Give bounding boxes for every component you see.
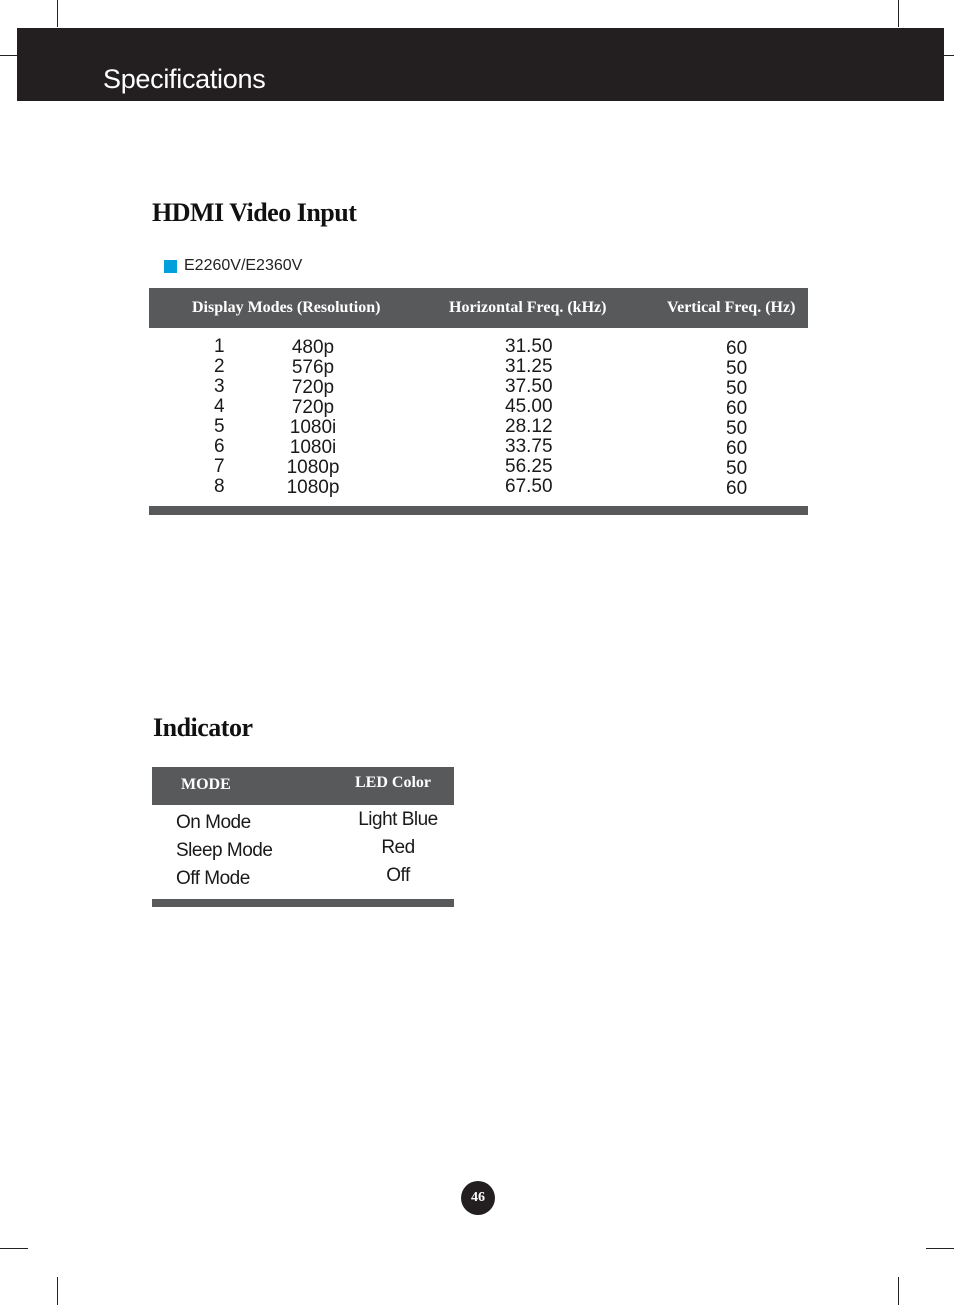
table-cell: 576p [291,357,335,378]
table-cell: 50 [726,378,748,399]
mode-number-column [214,337,234,497]
table-cell: Red [381,837,415,858]
table-cell: 31.25 [505,356,553,377]
table-cell: On Mode [176,812,251,833]
table-cell: 50 [726,418,748,439]
crop-mark [926,1248,954,1249]
indicator-led-column [348,806,448,890]
page-number-badge [461,1181,495,1215]
indicator-table-footer-rule [152,899,454,907]
crop-mark [57,0,58,27]
page-number: 46 [471,1190,485,1205]
model-label: E2260V/E2360V [184,257,303,274]
table-cell: 37.50 [505,376,553,397]
table-cell: 720p [291,397,335,418]
table-cell: 8 [214,476,225,497]
table-cell: Off [386,865,410,886]
table-cell: 480p [291,337,335,358]
table-cell: 720p [291,377,335,398]
table-cell: 1080p [286,477,340,498]
horizontal-freq-column [505,337,565,497]
header-bar [17,28,944,101]
table-cell: Off Mode [176,868,250,889]
table-cell: 1 [214,336,225,357]
table-cell: 56.25 [505,456,553,477]
table-cell: Light Blue [358,809,438,830]
model-bullet-icon [164,260,177,273]
crop-mark [898,1277,899,1305]
col-header-horizontal-freq: Horizontal Freq. (kHz) [449,299,607,316]
col-header-mode: MODE [181,776,231,793]
hdmi-section-title: HDMI Video Input [152,198,357,227]
table-cell: 60 [726,438,748,459]
table-cell: 4 [214,396,225,417]
table-cell: 5 [214,416,225,437]
hdmi-table-footer-rule [149,506,808,515]
table-cell: Sleep Mode [176,840,273,861]
table-cell: 3 [214,376,225,397]
table-cell: 7 [214,456,225,477]
crop-mark [57,1277,58,1305]
indicator-section-title: Indicator [153,713,253,742]
table-cell: 60 [726,338,748,359]
resolution-column [278,338,348,498]
col-header-vertical-freq: Vertical Freq. (Hz) [667,299,796,316]
crop-mark [898,0,899,27]
table-cell: 50 [726,458,748,479]
table-cell: 33.75 [505,436,553,457]
indicator-mode-column [176,809,296,893]
col-header-led-color: LED Color [355,774,431,791]
vertical-freq-column [726,339,756,499]
table-cell: 2 [214,356,225,377]
table-cell: 50 [726,358,748,379]
table-cell: 6 [214,436,225,457]
table-cell: 60 [726,478,748,499]
model-label-row [164,257,302,275]
crop-mark [0,55,17,56]
table-cell: 67.50 [505,476,553,497]
table-cell: 28.12 [505,416,553,437]
indicator-table-header [152,767,454,805]
hdmi-table-header [149,288,808,328]
table-cell: 31.50 [505,336,553,357]
table-cell: 1080i [289,437,337,458]
table-cell: 60 [726,398,748,419]
table-cell: 1080p [286,457,340,478]
col-header-display-modes: Display Modes (Resolution) [192,299,381,316]
crop-mark [944,55,954,56]
crop-mark [0,1248,28,1249]
table-cell: 1080i [289,417,337,438]
table-cell: 45.00 [505,396,553,417]
page-title: Specifications [103,64,266,94]
